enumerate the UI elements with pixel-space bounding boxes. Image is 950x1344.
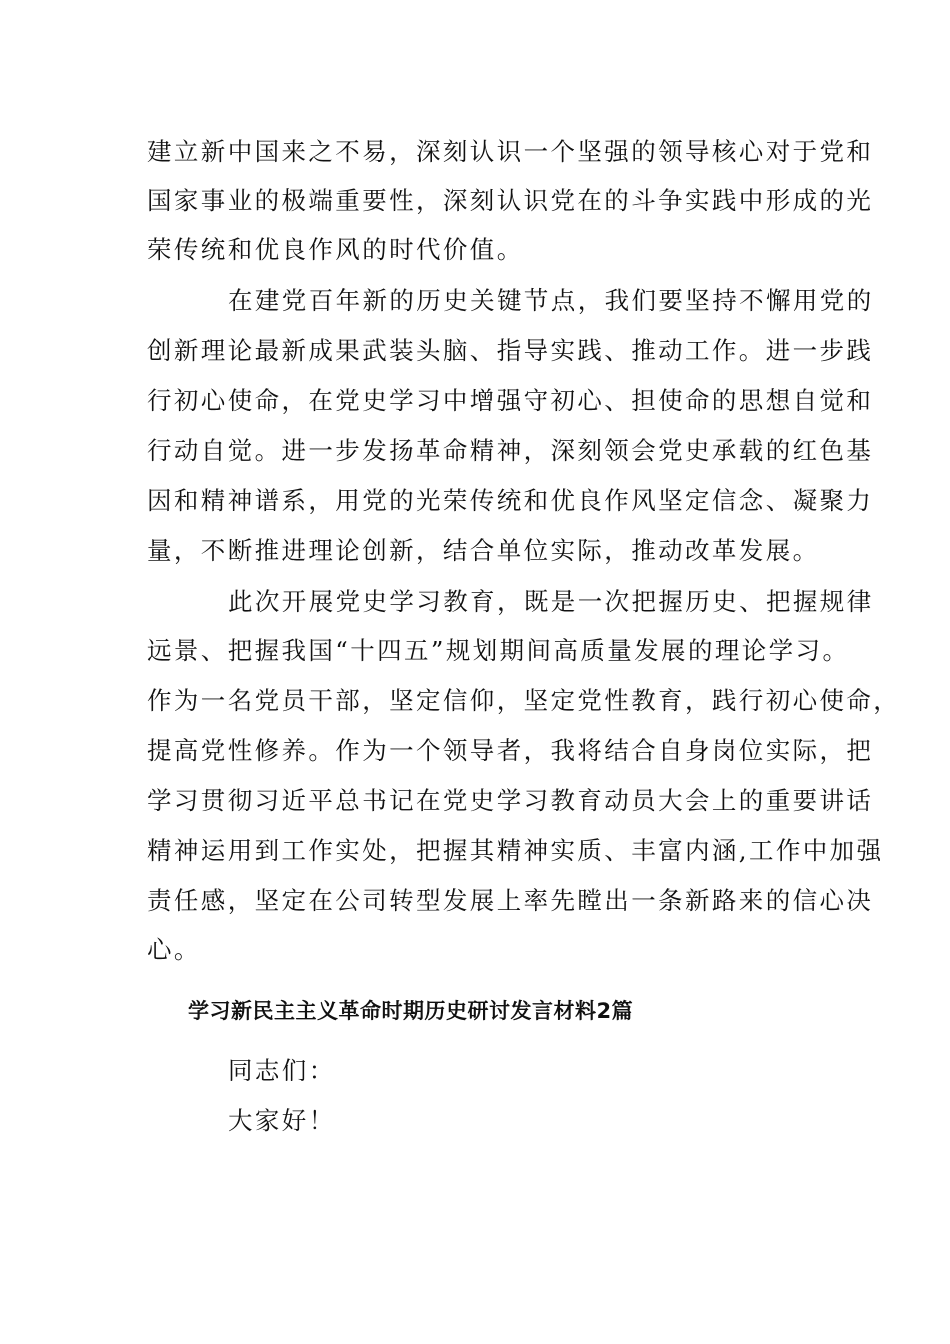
paragraph-3-line-2: 远景、把握我国“十四五”规划期间高质量发展的理论学习。 xyxy=(147,636,850,665)
salutation: 同志们： xyxy=(228,1056,336,1085)
paragraph-2-line-5: 因和精神谱系，用党的光荣传统和优良作风坚定信念、凝聚力 xyxy=(147,486,874,515)
section-heading: 学习新民主主义革命时期历史研讨发言材料2篇 xyxy=(188,999,634,1023)
greeting: 大家好！ xyxy=(228,1106,336,1135)
paragraph-3-line-6: 精神运用到工作实处，把握其精神实质、丰富内涵,工作中加强 xyxy=(147,836,884,865)
paragraph-2-line-6: 量，不断推进理论创新，结合单位实际，推动改革发展。 xyxy=(147,536,820,565)
paragraph-3-line-3: 作为一名党员干部，坚定信仰，坚定党性教育，践行初心使命， xyxy=(147,686,901,715)
paragraph-1-line-3: 荣传统和优良作风的时代价值。 xyxy=(147,235,524,264)
paragraph-2-line-2: 创新理论最新成果武装头脑、指导实践、推动工作。进一步践 xyxy=(147,336,874,365)
paragraph-1-line-1: 建立新中国来之不易，深刻认识一个坚强的领导核心对于党和 xyxy=(147,137,874,166)
paragraph-1-line-2: 国家事业的极端重要性，深刻认识党在的斗争实践中形成的光 xyxy=(147,186,874,215)
paragraph-3-line-5: 学习贯彻习近平总书记在党史学习教育动员大会上的重要讲话 xyxy=(147,786,874,815)
paragraph-2-line-4: 行动自觉。进一步发扬革命精神，深刻领会党史承载的红色基 xyxy=(147,436,874,465)
paragraph-2-line-1: 在建党百年新的历史关键节点，我们要坚持不懈用党的 xyxy=(228,286,874,315)
paragraph-2-line-3: 行初心使命，在党史学习中增强守初心、担使命的思想自觉和 xyxy=(147,386,874,415)
paragraph-3-line-7: 责任感，坚定在公司转型发展上率先瞠出一条新路来的信心决 xyxy=(147,886,874,915)
paragraph-3-line-8: 心。 xyxy=(147,935,201,964)
paragraph-3-line-1: 此次开展党史学习教育，既是一次把握历史、把握规律 xyxy=(228,587,874,616)
paragraph-3-line-4: 提高党性修养。作为一个领导者，我将结合自身岗位实际，把 xyxy=(147,736,874,765)
